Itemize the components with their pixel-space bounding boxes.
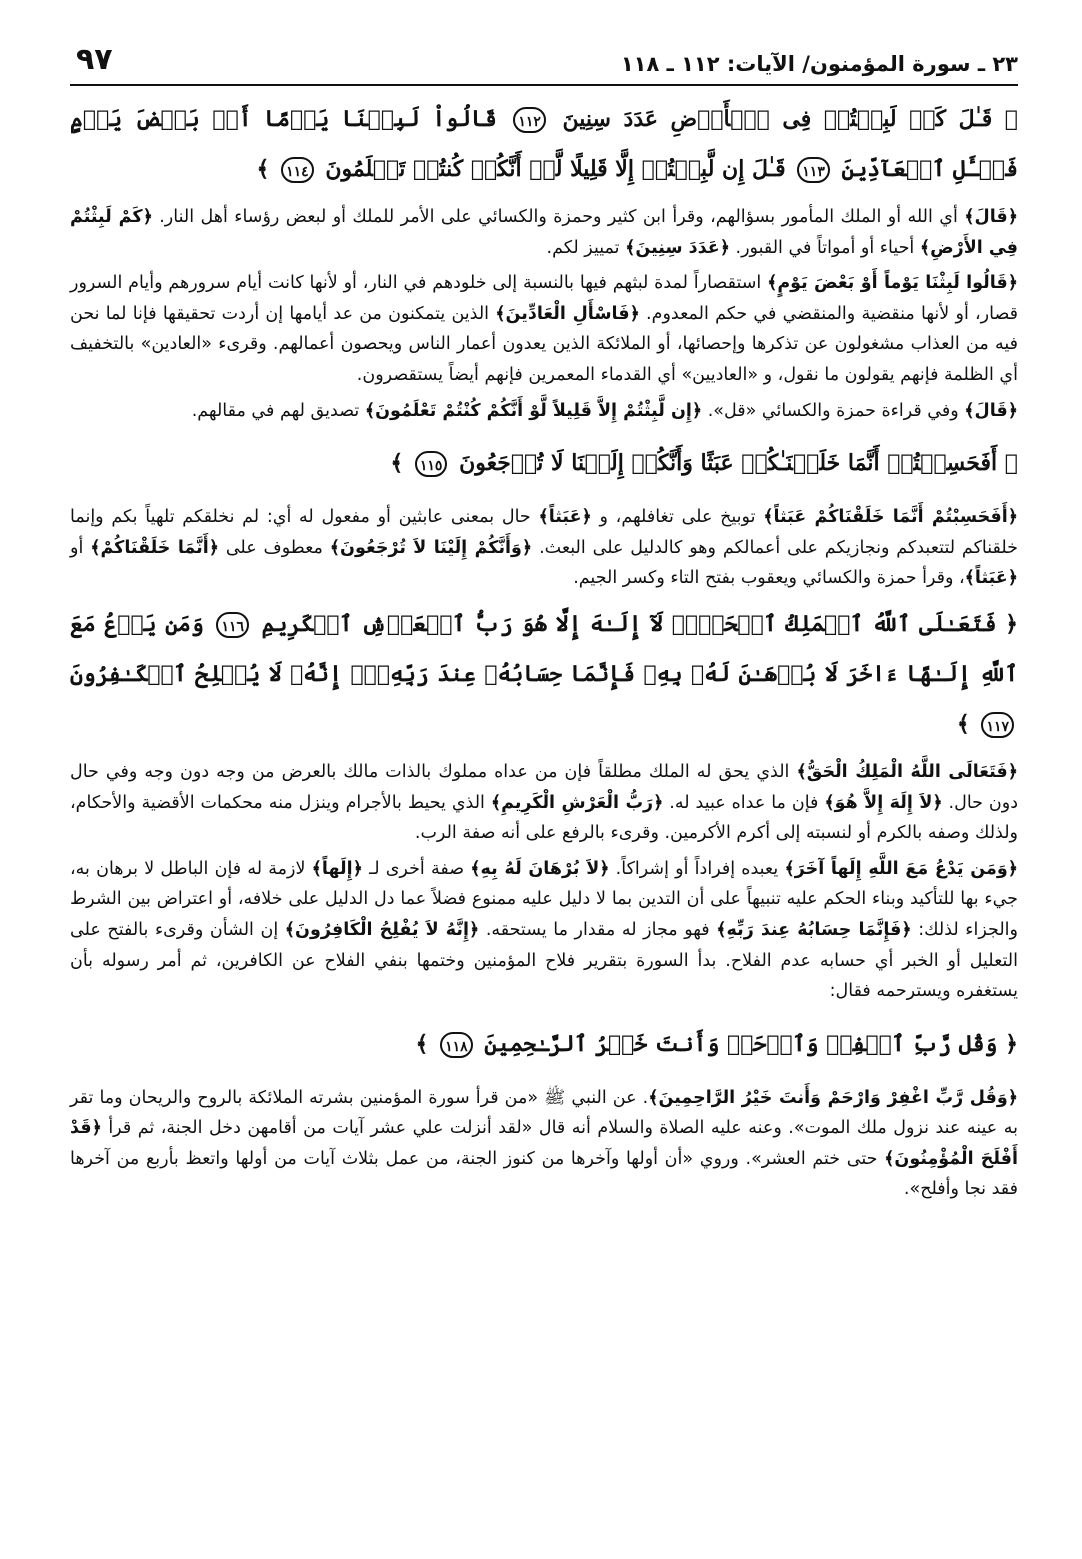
commentary-text: أو [70,537,91,558]
quoted-verse: ﴿أَنَّمَا خَلَقْنَاكُمْ﴾ [90,537,219,558]
quoted-verse: ﴿لاَ إِلَهَ إِلاَّ هُوَ﴾ [824,792,943,813]
commentary-paragraph [70,854,1018,1007]
commentary-text: استقصاراً لمدة لبثهم فيها بالنسبة إلى خلودهم في النار، أو لأنها كانت أيام سرورهم وأيام السرور قصار، أو لأنها منقضية والمنقضي في حكم المعدوم. [70,273,1018,324]
verse-text: قَـٰلَ كَمۡ لَبِثۡتُمۡ فِى ٱلۡأَرۡضِ عَدَدَ سِنِينَ [562,106,993,132]
commentary-text: صفة أخرى لـ [362,858,471,879]
verse-number-marker: ١١٥ [415,451,448,477]
verse-number-marker: ١١٨ [440,1032,473,1058]
commentary-text: ، وقرأ حمزة والكسائي ويعقوب بفتح التاء وكسر الجيم. [573,568,965,589]
quoted-verse: ﴿وَأَنَّكُمْ إِلَيْنَا لاَ تُرْجَعُونَ﴾ [329,537,533,558]
quoted-verse: ﴿قَالَ﴾ [964,400,1018,421]
commentary-text: حال بمعنى عابثين أو مفعول له أي: لم نخلقكم تلهياً بكم وإنما خلقناكم لتتعبدكم ونجازيكم على أعمالكم وهو كالدليل على البعث. [70,507,1018,558]
open-ornament: ﴿ [1005,610,1018,637]
verse-number-marker: ١١٢ [513,107,546,133]
commentary-text: أحياء أو أمواتاً في القبور. [729,237,920,258]
quoted-verse: ﴿كَمْ لَبِثْتُمْ فِي الأَرْضِ﴾ [70,207,1018,258]
quran-verse-115 [70,438,1018,488]
commentary-text: أي الله أو الملك المأمور بسؤالهم، وقرأ ابن كثير وحمزة والكسائي على الأمر للملك أو لبعض رؤساء أهل النار. [152,207,965,227]
quoted-verse: ﴿عَدَدَ سِنِينَ﴾ [625,237,730,258]
quoted-verse: ﴿عَبَثاً﴾ [964,568,1018,589]
open-ornament: ﴿ [1004,450,1018,477]
commentary-text: فهو مجاز له مقدار ما يستحقه. [479,919,717,940]
open-ornament: ﴿ [1004,106,1018,132]
commentary-paragraph [70,396,1018,427]
commentary-text: . عن النبي ﷺ «من قرأ سورة المؤمنين بشرته الملائكة بالروح والريحان وما تقر به عينه عند نزول ملك الموت». وعنه عليه الصلاة والسلام أنه قال «لقد أنزلت علي عشر آيات من أقامهن دخل الجنة، ثم قرأ [70,1087,1018,1139]
commentary-paragraph [70,202,1018,263]
quoted-verse: ﴿قَالُوا لَبِثْنَا يَوْماً أَوْ بَعْضَ يَوْمٍ﴾ [767,273,1018,294]
verse-text: وَمَن يَدۡعُ مَعَ ٱللَّهِ إِلَـٰهًا ءَاخَرَ لَا بُرۡهَـٰنَ لَهُۥ بِهِۦ فَإِنَّمَا حِسَابُهُۥ عِندَ رَبِّهِۦٓۚ إِنَّهُۥ لَا يُفۡلِحُ ٱلۡكَـٰفِرُونَ [70,610,1018,687]
quoted-verse: ﴿فَاسْأَلِ الْعَادِّينَ﴾ [495,303,640,324]
commentary-text: الذي يحق له الملك مطلقاً فإن من عداه مملوك بالذات مالك بالعرض من وجه دون وجه وفي حال دون حال. [70,761,1018,813]
quran-verse-116-117 [70,599,1018,749]
close-ornament: ﴾ [256,156,270,182]
commentary-text: يعبده إفراداً أو إشراكاً. [609,858,785,879]
close-ornament: ﴾ [390,450,404,477]
quoted-verse: ﴿إِنَّهُ لاَ يُفْلِحُ الْكَافِرُونَ﴾ [284,919,480,940]
verse-text: فَتَعَـٰلَى ٱللَّهُ ٱلۡمَلِكُ ٱلۡحَقُّۖ لَآ إِلَـٰهَ إِلَّا هُوَ رَبُّ ٱلۡعَرۡشِ ٱلۡكَرِيمِ [261,610,997,637]
commentary-text: معطوف على [218,537,330,558]
quoted-verse: ﴿وَقُل رَّبِّ اغْفِرْ وَارْحَمْ وَأَنتَ خَيْرُ الرَّاحِمِينَ﴾ [648,1087,1018,1108]
page-header [70,40,1018,86]
quoted-verse: ﴿أَفَحَسِبْتُمْ أَنَّمَا خَلَقْنَاكُمْ عَبَثاً﴾ [763,507,1018,528]
verse-number-marker: ١١٧ [981,712,1014,738]
commentary-paragraph [70,268,1018,390]
quoted-verse: ﴿فَإِنَّمَا حِسَابُهُ عِندَ رَبِّهِ﴾ [716,919,912,940]
commentary-paragraph [70,502,1018,594]
close-ornament: ﴾ [415,1030,429,1057]
commentary-paragraph [70,1083,1018,1205]
quoted-verse: ﴿فَتَعَالَى اللَّهُ الْمَلِكُ الْحَقُّ﴾ [796,761,1018,782]
commentary-text: وفي قراءة حمزة والكسائي «قل». [702,400,965,421]
verse-number-marker: ١١٤ [281,157,314,183]
verse-text: قَالُواْ لَبِثۡنَا يَوۡمًا أَوۡ بَعۡضَ يَوۡمٍ فَسۡـَٔلِ ٱلۡعَآدِّينَ [70,106,1018,182]
commentary-text: فإن ما عداه عبيد له. [663,792,825,813]
close-ornament: ﴾ [956,710,970,737]
commentary-text: تمييز لكم. [546,237,626,258]
quoted-verse: ﴿قَالَ﴾ [964,207,1018,227]
quoted-verse: ﴿لاَ بُرْهَانَ لَهُ بِهِ﴾ [470,858,610,879]
quoted-verse: ﴿إِن لَّبِثْتُمْ إِلاَّ قَلِيلاً لَّوْ أَنَّكُمْ كُنْتُمْ تَعْلَمُونَ﴾ [364,400,703,421]
quran-verse-112-114 [70,94,1018,194]
commentary-text: لازمة له فإن الباطل لا برهان به، جيء بها للتأكيد وبناء الحكم عليه تنبيهاً على أن التدين بما لا دليل عليه ممنوع فضلاً عما دل الدليل على خلافه، أو اعتراض بين الشرط والجزاء لذلك: [70,858,1018,940]
page-body [70,92,1018,1210]
commentary-paragraph [70,757,1018,849]
verse-text: أَفَحَسِبۡتُمۡ أَنَّمَا خَلَقۡنَـٰكُمۡ عَبَثًا وَأَنَّكُمۡ إِلَيۡنَا لَا تُرۡجَعُونَ [459,450,998,477]
verse-text: قَـٰلَ إِن لَّبِثۡتُمۡ إِلَّا قَلِيلًا لَّوۡ أَنَّكُمۡ كُنتُمۡ تَعۡلَمُونَ [325,156,786,182]
open-ornament: ﴿ [1005,1030,1018,1057]
verse-text: وَقُل رَّبِّ ٱغۡفِرۡ وَٱرۡحَمۡ وَأَنتَ خَيۡرُ ٱلرَّـٰحِمِينَ [484,1030,998,1057]
quoted-verse: ﴿وَمَن يَدْعُ مَعَ اللَّهِ إِلَهاً آخَرَ﴾ [784,858,1019,879]
quoted-verse: ﴿قَدْ أَفْلَحَ الْمُؤْمِنُونَ﴾ [70,1118,1018,1169]
verse-number-marker: ١١٣ [797,157,830,183]
running-title: ٢٣ ـ سورة المؤمنون/ الآيات: ١١٢ ـ ١١٨ [620,52,1018,76]
page-number: ٩٧ [76,42,113,77]
commentary-text: تصديق لهم في مقالهم. [191,400,365,421]
verse-number-marker: ١١٦ [216,612,249,638]
commentary-text: الذي يحيط بالأجرام وينزل منه محكمات الأقضية والأحكام، ولذلك وصفه بالكرم أو لنسبته إلى أكرم الأكرمين. وقرىء بالرفع على أنه صفة الرب. [70,792,1018,844]
commentary-text: حتى ختم العشر». وروي «أن أولها وآخرها من كنوز الجنة، من عمل بثلاث آيات من أولها واتعظ بأربع من آخرها فقد نجا وأفلح». [70,1148,1018,1200]
quoted-verse: ﴿عَبَثاً﴾ [538,507,592,528]
quran-verse-118 [70,1019,1018,1069]
commentary-text: توبيخ على تغافلهم، و [591,507,764,528]
commentary-text: الذين يتمكنون من عد أيامها إن أردت تحقيقها فإنا لما نحن فيه من العذاب مشغولون عن تذكرها وإحصائها، أو الملائكة الذين يعدون أعمار الناس ويحصون أعمالهم. وقرىء «العادين» بالتخفيف أي الظلمة فإنهم يقولون ما نقول، و «العاديين» أي القدماء المعمرين فإنهم أيضاً يستقصرون. [70,303,1018,385]
quoted-verse: ﴿إِلَهاً﴾ [311,858,363,879]
quoted-verse: ﴿رَبُّ الْعَرْشِ الْكَرِيمِ﴾ [490,792,664,813]
commentary-text: إن الشأن وقرىء بالفتح على التعليل أو الخبر أي حسابه عدم الفلاح. بدأ السورة بتقرير فلاح المؤمنين وختمها بنفي الفلاح عن الكافرين، ثم أمر رسوله بأن يستغفره ويسترحمه فقال: [70,919,1018,1002]
